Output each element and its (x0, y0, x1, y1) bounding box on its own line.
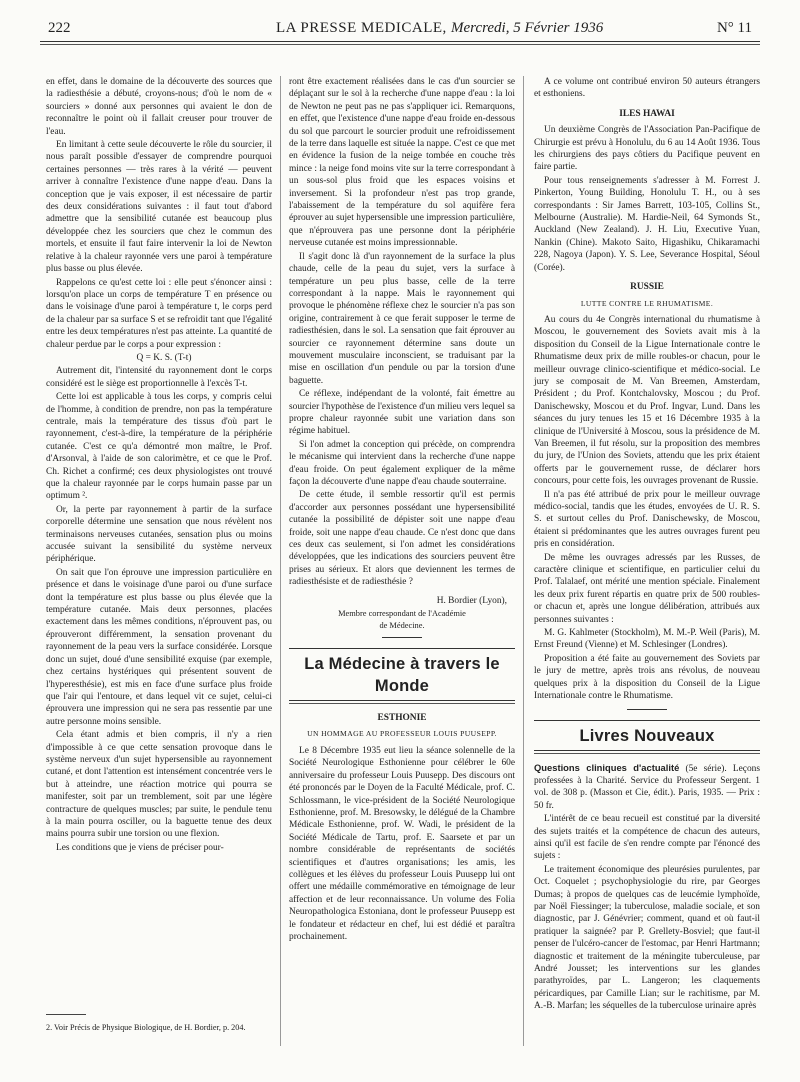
column-3 (534, 76, 760, 1014)
book-title: Questions cliniques d'actualité (534, 761, 680, 773)
issue-number: N° 11 (716, 20, 752, 36)
section-rule (289, 648, 515, 649)
paragraph: en effet, dans le domaine de la découverte des sources que la radiesthésie a débuté, croyons-nous; d'où le nom de « sourciers » donné aux personnes qui avaient le don de reconnaître le point où il fallait creuser pour trouver de l'eau. (46, 77, 272, 137)
paragraph: L'intérêt de ce beau recueil est constitué par la diversité des sujets traités et la compétence de chacun des auteurs, ainsi qu'il est facile de s'en rendre compte par l'énoncé des sujets : (534, 814, 760, 862)
paragraph: Cette loi est applicable à tous les corps, y compris celui de l'homme, à condition de prendre, non pas la température centrale, mais la température des tissus d'où part le rayonnement, c'est-à-dire, la température de la périphérie cutanée. C'est ce qu'a démontré mon maître, le Prof. d'Arsonval, à l'aide de son calorimètre, et ce que le Prof. Ch. Richet a confirmé; ces deux physiologistes ont trouvé que la chaleur rayonnée par le corps humain passe par un optimum ². (46, 392, 272, 502)
column-divider (523, 76, 524, 1046)
book-entry (534, 762, 760, 813)
country-heading: ESTHONIE (377, 713, 427, 724)
paragraph: Autrement dit, l'intensité du rayonnement dont le corps considéré est le siège est proportionnelle à l'excès T-t. (46, 366, 272, 389)
journal-title (276, 20, 603, 37)
page-header (40, 16, 760, 56)
formula: Q = K. S. (T-t) (136, 352, 192, 363)
author-affiliation-2: de Médecine. (379, 621, 425, 631)
author-signature: H. Bordier (Lyon), (436, 595, 507, 606)
book-reference: (5e série). Leçons professées à la Charité. Service du Professeur Sergent. 1 vol. de 308 p. (Masson et Cie, édit.). Paris, 1935. — Prix : 50 fr. (534, 763, 760, 811)
issue-date: Mercredi, 5 Février 1936 (451, 20, 604, 36)
paragraph: Il s'agit donc là d'un rayonnement de la surface la plus chaude, celle de la peau du sujet, vers la surface à température un peu plus basse, celle de la terre correspondant à la nappe. Mais le rayonnement qui provoque le phénomène réflexe chez le sourcier n'a pas son origine, contrairement à ce que ferait supposer le terme de radiesthésien, dans le sol. La sensation que fait éprouver au sourcier ce rayonnement détermine sans doute un mouvement musculaire inconscient, se traduisant par la mise en oscillation d'un pendule ou par la torsion d'une baguette. (289, 251, 515, 386)
column-2 (289, 76, 515, 944)
paragraph: Rappelons ce qu'est cette loi : elle peut s'énoncer ainsi : lorsqu'on place un corps de température T en présence ou dans le voisinage d'une paroi à température t, le corps perd de la chaleur par sa surface S et se refroidit tant que l'égalité entre les deux températures n'est pas atteinte. La quantité de chaleur perdue par le corps a pour expression : (46, 277, 272, 350)
paragraph: ront être exactement réalisées dans le cas d'un sourcier se déplaçant sur le sol à la recherche d'une nappe d'eau : la loi de Newton ne peut pas ne pas s'appliquer ici. Remarquons, en effet, que l'existence d'une nappe d'eau froide en-dessous du sol que parcourt le sourcier produit une refroidissement de la terre dans laquelle est située la nappe. C'est ce que met en évidence la fusion de la neige tombée en couche très mince : la neige fond moins vite sur la terre correspondant à un sous-sol plus froid que les espaces voisins et inversement. Si la profondeur n'est pas trop grande, l'abaissement de la température du sol aquifère fera éprouver au sujet hypersensible une impression particulière, que n'éprouvera pas une personne dont la périphérie nerveuse cutanée est moins impressionnable. (289, 77, 515, 249)
section-rule (534, 750, 760, 751)
books-title: Livres Nouveaux (579, 726, 715, 745)
header-rule-thin (40, 44, 760, 45)
paragraph: En limitant à cette seule découverte le rôle du sourcier, il nous paraît possible d'essayer de comprendre pourquoi certaines personnes — très rares à la vérité — peuvent arriver à connaître l'existence d'une nappe d'eau. Dans la conception que je vais exposer, il est nécessaire de partir des deux considérations suivantes : il faut tout d'abord admettre que la sensibilité cutanée est beaucoup plus développée chez les sourciers que chez le commun des mortels, et ensuite il faut faire intervenir la loi de Newton relative à la chaleur rayonnée vers une paroi à température plus basse ou plus élevée. (46, 140, 272, 275)
paragraph: Le 8 Décembre 1935 eut lieu la séance solennelle de la Société Neurologique Esthonienne pour célébrer le 60e anniversaire du professeur Louis Puusepp. Des discours ont été prononcés par le Doyen de la Faculté Médicale, prof. C. Schlossmann, le vice-président de la Société Neurologique Esthonienne, prof. M. Bresowsky, le délégué de la Chambre Médicale Esthonienne, prof. W. Wadi, le président de la Société Médicale de Tartu, prof. E. Saarsete et par un nombre considérable de représentants de sociétés scientifiques et d'autres organisations; les amis, les collègues et les élèves du professeur Louis Puusepp lui ont offert une médaille commémorative en témoignage de leur affection et de leur reconnaissance. Un volume des Folia Neuropathologica Estoniana, dont le professeur Puusepp est le fondateur et rédacteur en chef, lui est dédié et paraîtra prochainement. (289, 745, 515, 942)
paragraph: Proposition a été faite au gouvernement des Soviets par le jury de mettre, après trois ans révolus, de nouveau quelques prix à la disposition du Conseil de la Ligue Internationale contre le Rhumatisme. (534, 653, 760, 702)
header-rule (40, 41, 760, 42)
column-1 (46, 76, 272, 855)
paragraph: A ce volume ont contribué environ 50 auteurs étrangers et esthoniens. (534, 77, 760, 100)
paragraph: Les conditions que je viens de préciser pour- (56, 842, 224, 853)
section-title: La Médecine à travers le Monde (304, 655, 500, 696)
section-rule (289, 700, 515, 701)
paragraph: Si l'on admet la conception qui précède, on comprendra le mécanisme qui intervient dans la recherche d'une nappe d'eau froide. On peut également expliquer de la même façon la découverte d'une nappe d'eau chaude souterraine. (289, 439, 515, 487)
paragraph: Ce réflexe, indépendant de la volonté, fait émettre au sourcier l'hypothèse de l'existence d'un milieu vers lequel sa propre chaleur rayonnée subit une variation dans son régime habituel. (289, 389, 515, 437)
paragraph: De cette étude, il semble ressortir qu'il est permis d'accorder aux personnes possédant une hypersensibilité cutanée la possibilité de dépister soit une nappe d'eau froide, soit une nappe d'eau chaude. Ce n'est donc que dans ces deux cas seulement, si l'on admet les considérations développées, que les indications des sourciers peuvent être prises au sérieux. Et alors que deviennent les termes de radiesthésiste et de radiesthésie ? (289, 490, 515, 588)
country-subheading: UN HOMMAGE AU PROFESSEUR LOUIS PUUSEPP. (307, 729, 497, 739)
column-divider (280, 76, 281, 1046)
page-number: 222 (48, 20, 71, 36)
section-rule-thin (289, 703, 515, 704)
separator (627, 709, 667, 710)
russia-subheading: LUTTE CONTRE LE RHUMATISME. (580, 298, 714, 308)
paragraph: Au cours du 4e Congrès international du rhumatisme à Moscou, le gouvernement des Soviets avait mis à la disposition du Conseil de la Ligue Internationale contre le Rhumatisme deux prix de mille roubles-or chacun, pour le meilleur ouvrage clinico-scientifique et médico-social. Le jury se composait de M. Van Breemen, Amsterdam, Président ; du Prof. Kontchalovsky, Moscou ; du Prof. Danischewsky, Moscou et du Prof. Ingvar, Lund. Dans les séances du jury tenues les 15 et 16 Décembre 1935 à la clinique de l'Université à Moscou, sous la présidence de M. Van Breemen, il fut résolu, sur la proposition des membres du jury, de l'Union des Soviets, attendu que les prix étaient offerts par le gouvernement russe, de déclarer hors concours, pour cette fois, les ouvrages provenant de Russie. (534, 314, 760, 487)
footnote-rule (46, 1014, 86, 1015)
russia-heading: RUSSIE (630, 282, 664, 293)
section-rule (534, 720, 760, 721)
paragraph: De même les ouvrages adressés par les Russes, de caractère clinique et scientifique, en particulier celui du Prof. Talalaef, ont mérité une mention spéciale. Finalement les deux prix furent répartis en quatre prix de 500 roubles-or chacun et, après une longue délibération, attribués aux personnes suivantes : (534, 552, 760, 625)
paragraph: On sait que l'on éprouve une impression particulière en présence et dans le voisinage d'une paroi ou d'une surface dont la température est plus basse ou plus élevée que la température cutanée. Mais deux personnes, placées exactement dans les mêmes conditions, n'éprouvent pas, ou éprouveront différemment, la sensation provenant du rayonnement de la peau vers la surface considérée. Lorsque donc un sujet, doué d'une sensibilité exquise (par exemple, chez certains hystériques qui présentent souvent de l'hyperesthésie), est mis en face d'une surface plus froide que l'air qui l'entoure, et dans lequel vit ce sujet, celui-ci éprouvera une impression qui ne sera pas ressentie par une autre personne moins sensible. (46, 567, 272, 727)
paragraph: M. G. Kahlmeter (Stockholm), M. M.-P. Weil (Paris), M. Ernst Freund (Vienne) et M. Schlesinger (Londres). (534, 628, 760, 651)
section-rule-thin (534, 753, 760, 754)
journal-name: LA PRESSE MEDICALE, (276, 20, 447, 36)
author-affiliation: Membre correspondant de l'Académie (338, 609, 466, 619)
paragraph: Le traitement économique des pleurésies purulentes, par Oct. Coquelet ; psychophysiologie du rire, par Georges Dumas; à propos de quelques cas de leucémie lymphoïde, par Noël Fiessinger; la tuberculose, maladie sociale, et son diagnostic, par J. Génévrier; comment, quand et où faut-il pratiquer la saignée? par P. Grellety-Bosviel; que faut-il penser de l'ulcéro-cancer de l'estomac, par Henri Hartmann; diagnostic et traitement de la méningite tuberculeuse, par André Jousset; les interventions sur les glandes parathyroïdes, par L. Langeron; les claquements péricardiques, par Camille Lian; sur le rachitisme, par M. A.-B. Marfan; les séquelles de la tuberculose urinaire après (534, 864, 760, 1012)
paragraph: Or, la perte par rayonnement à partir de la surface corporelle détermine une sensation que nous révèlent nos terminaisons nerveuses cutanées, sensation plus ou moins accusée suivant la sensibilité du système nerveux périphérique. (46, 504, 272, 565)
paragraph: Pour tous renseignements s'adresser à M. Forrest J. Pinkerton, Young Building, Honolulu T. H., ou à ses correspondants : Sir James Barrett, 103-105, Collins St., Melbourne (Australie). M. Hardie-Neil, 64 Symonds St., Auckland (New Zealand). J. H. Liu, Executive Yuan, Nankin (Chine). Makoto Saito, Higashiku, Chikaramachi 228, Nagoya (Japon). Y. S. Lee, Severance Hospital, Séoul (Corée). (534, 175, 760, 273)
paragraph: Cela étant admis et bien compris, il n'y a rien d'impossible à ce que cette sensation provoque dans le système nerveux d'un sujet hypersensible au rayonnement cutané, et dont l'attention est intensément concentrée vers le but à atteindre, une réaction motrice qui pourra se manifester, soit par un tremblement, soit par une légère contracture de quelques muscles; par suite, le pendule tenu à la main pourra osciller, ou la baguette tenue des deux mains pourra subir une torsion ou une flexion. (46, 730, 272, 840)
paragraph: Il n'a pas été attribué de prix pour le meilleur ouvrage médico-social, tandis que les études, envoyées de U. R. S. S. et surtout celles du Prof. Danischewsky, de Moscou, étaient si prédominantes que les autres ouvrages furent peu pris en considération. (534, 489, 760, 550)
separator (382, 637, 422, 638)
hawaii-heading: ILES HAWAI (619, 108, 675, 119)
paragraph: Un deuxième Congrès de l'Association Pan-Pacifique de Chirurgie est prévu à Honolulu, du 6 au 14 Août 1936. Tous les chirurgiens des pays côtiers du Pacifique peuvent en faire partie. (534, 125, 760, 173)
footnote: 2. Voir Précis de Physique Biologique, de H. Bordier, p. 204. (46, 1023, 246, 1032)
